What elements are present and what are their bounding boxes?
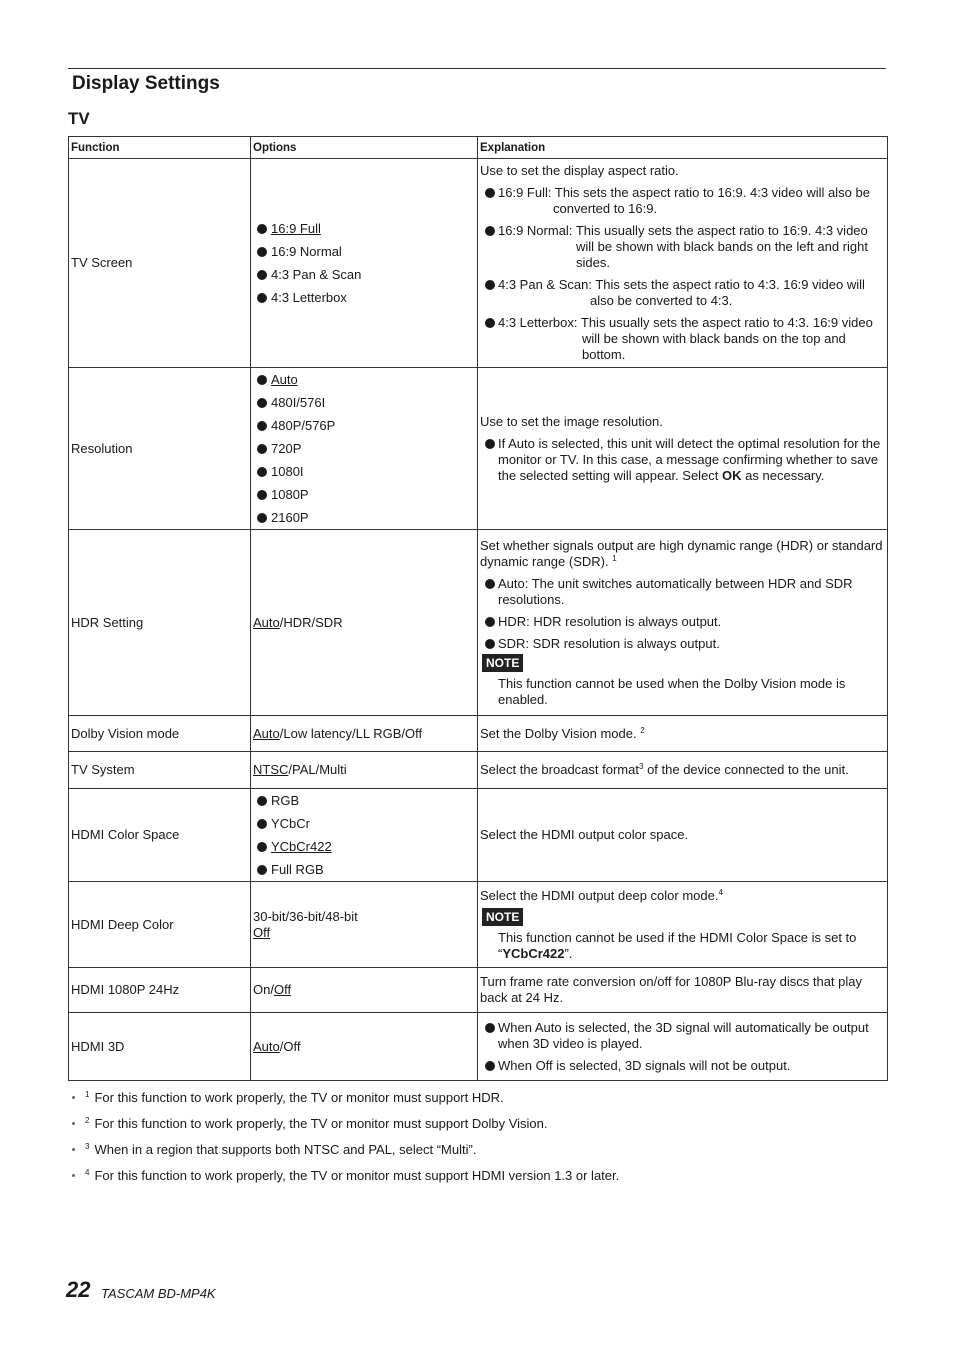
bullet-icon bbox=[72, 1096, 75, 1099]
options-cell: On/Off bbox=[251, 968, 478, 1013]
bullet-icon bbox=[485, 280, 495, 290]
bullet-icon bbox=[485, 439, 495, 449]
options-cell bbox=[251, 789, 478, 882]
document-name: TASCAM BD-MP4K bbox=[101, 1286, 216, 1301]
option-item: YCbCr bbox=[257, 812, 475, 835]
explanation-cell: Turn frame rate conversion on/off for 1080P Blu-ray discs that play back at 24 Hz. bbox=[478, 968, 888, 1013]
table-header-row bbox=[69, 137, 888, 159]
function-cell: Resolution bbox=[69, 368, 251, 530]
function-cell: TV Screen bbox=[69, 159, 251, 368]
bullet-icon bbox=[485, 617, 495, 627]
footnote-item: $^3$ When in a region that supports both NTSC and PAL, select “Multi”. bbox=[70, 1135, 619, 1161]
header-rule bbox=[68, 68, 886, 69]
bullet-icon bbox=[257, 842, 267, 852]
explanation-item: 16:9 Normal: This usually sets the aspect ratio to 16:9. 4:3 video will be shown with black bands on the left and right sides. bbox=[480, 223, 885, 271]
option-item: Auto bbox=[257, 368, 475, 391]
options-cell bbox=[251, 159, 478, 368]
explanation-item: 4:3 Letterbox: This usually sets the aspect ratio to 4:3. 16:9 video will be shown with black bands on the top and bottom. bbox=[480, 315, 885, 363]
header-options: Options bbox=[251, 137, 478, 159]
option-item: 480P/576P bbox=[257, 414, 475, 437]
option-item: RGB bbox=[257, 789, 475, 812]
note-badge: NOTE bbox=[482, 908, 523, 926]
bullet-icon bbox=[257, 398, 267, 408]
row-hdmi-deep-color bbox=[69, 882, 888, 968]
header-function: Function bbox=[69, 137, 251, 159]
note-badge: NOTE bbox=[482, 654, 523, 672]
explanation-cell bbox=[478, 1013, 888, 1081]
footnote-mark: 3 bbox=[638, 762, 644, 771]
explanation-cell: Select the HDMI output deep color mode.$^4$ NOTE This function cannot be used if the HDMI Color Space is set to “YCbCr422”. bbox=[478, 882, 888, 968]
footnote-item: $^4$ For this function to work properly, the TV or monitor must support HDMI version 1.3 or later. bbox=[70, 1161, 619, 1187]
option-item: 720P bbox=[257, 437, 475, 460]
footnote-mark: 4 bbox=[718, 887, 723, 897]
bullet-icon bbox=[485, 1023, 495, 1033]
explanation-cell: Use to set the image resolution. If Auto is selected, this unit will detect the optimal resolution for the monitor or TV. In this case, a message confirming whether to save the selected setting will appear. Select OK as necessary. bbox=[478, 368, 888, 530]
bullet-icon bbox=[485, 639, 495, 649]
page-number: 22 bbox=[66, 1277, 91, 1302]
bullet-icon bbox=[257, 513, 267, 523]
function-cell: HDMI 3D bbox=[69, 1013, 251, 1081]
bullet-icon bbox=[485, 188, 495, 198]
bullet-icon bbox=[485, 318, 495, 328]
explanation-cell: Set the Dolby Vision mode. $^2$ bbox=[478, 716, 888, 752]
bullet-icon bbox=[485, 226, 495, 236]
option-item: 4:3 Pan & Scan bbox=[257, 263, 475, 286]
explanation-cell: Set whether signals output are high dynamic range (HDR) or standard dynamic range (SDR). $^1$ Auto: The unit switches automatically between HDR and SDR resolutions. HDR: HDR resolution is always output. SDR: SDR resolution is always output. NOTE This function cannot be used when the Dolby Vision mode is enabled. bbox=[478, 530, 888, 716]
option-item: 16:9 Normal bbox=[257, 240, 475, 263]
footnotes bbox=[70, 1083, 619, 1187]
section-title: Display Settings bbox=[72, 73, 220, 94]
sub-title: TV bbox=[68, 109, 90, 128]
options-cell: Auto/Low latency/LL RGB/Off bbox=[251, 716, 478, 752]
bullet-icon bbox=[257, 467, 267, 477]
function-cell: HDMI 1080P 24Hz bbox=[69, 968, 251, 1013]
options-cell: Auto/Off bbox=[251, 1013, 478, 1081]
bullet-icon bbox=[485, 579, 495, 589]
header-explanation: Explanation bbox=[478, 137, 888, 159]
row-tv-system bbox=[69, 752, 888, 789]
option-item: YCbCr422 bbox=[257, 835, 475, 858]
function-cell: HDR Setting bbox=[69, 530, 251, 716]
function-cell: HDMI Deep Color bbox=[69, 882, 251, 968]
explanation-item: HDR: HDR resolution is always output. bbox=[480, 614, 885, 630]
note-text: This function cannot be used if the HDMI Color Space is set to “YCbCr422”. bbox=[498, 929, 857, 961]
option-item: 1080P bbox=[257, 483, 475, 506]
options-cell: Auto/HDR/SDR bbox=[251, 530, 478, 716]
bullet-icon bbox=[257, 421, 267, 431]
row-hdmi-1080p-24hz bbox=[69, 968, 888, 1013]
footnote-item: $^1$ For this function to work properly, the TV or monitor must support HDR. bbox=[70, 1083, 619, 1109]
explanation-item: When Off is selected, 3D signals will not be output. bbox=[480, 1058, 885, 1074]
bullet-icon bbox=[257, 490, 267, 500]
bullet-icon bbox=[257, 224, 267, 234]
bullet-icon bbox=[257, 865, 267, 875]
bullet-icon bbox=[257, 819, 267, 829]
row-resolution bbox=[69, 368, 888, 530]
bullet-icon bbox=[72, 1148, 75, 1151]
bullet-icon bbox=[257, 270, 267, 280]
option-item: 2160P bbox=[257, 506, 475, 529]
option-item: 1080I bbox=[257, 460, 475, 483]
explanation-item: 16:9 Full: This sets the aspect ratio to 16:9. 4:3 video will also be converted to 16:9. bbox=[480, 185, 885, 217]
option-item: Full RGB bbox=[257, 858, 475, 881]
bullet-icon bbox=[72, 1174, 75, 1177]
function-cell: Dolby Vision mode bbox=[69, 716, 251, 752]
explanation-item: If Auto is selected, this unit will detect the optimal resolution for the monitor or TV. In this case, a message confirming whether to save the selected setting will appear. Select OK as necessary. bbox=[480, 436, 885, 484]
bullet-icon bbox=[257, 293, 267, 303]
bullet-icon bbox=[72, 1122, 75, 1125]
explanation-cell: Use to set the display aspect ratio. 16:9 Full: This sets the aspect ratio to 16:9. 4:3 video will also be converted to 16:9. 16:9 Normal: This usually sets the aspect ratio to 16:9. 4:3 video will be shown with black bands on the left and right sides. 4:3 Pan & Scan: This sets the aspect ratio to 4:3. 16:9 video will also be converted to 4:3. 4:3 Letterbox: This usually sets the aspect ratio to 4:3. 16:9 video will be shown with black bands on the top and bottom. bbox=[478, 159, 888, 368]
option-item: 16:9 Full bbox=[257, 217, 475, 240]
options-cell: 30-bit/36-bit/48-bit Off bbox=[251, 882, 478, 968]
bullet-icon bbox=[485, 1061, 495, 1071]
explanation-cell: Select the HDMI output color space. bbox=[478, 789, 888, 882]
bullet-icon bbox=[257, 444, 267, 454]
row-hdmi-color-space bbox=[69, 789, 888, 882]
option-item: 480I/576I bbox=[257, 391, 475, 414]
row-hdr-setting bbox=[69, 530, 888, 716]
row-tv-screen bbox=[69, 159, 888, 368]
settings-table bbox=[68, 136, 888, 1081]
option-item: 4:3 Letterbox bbox=[257, 286, 475, 309]
bullet-icon bbox=[257, 796, 267, 806]
bullet-icon bbox=[257, 375, 267, 385]
bullet-icon bbox=[257, 247, 267, 257]
explanation-item: Auto: The unit switches automatically between HDR and SDR resolutions. bbox=[480, 576, 885, 608]
explanation-item: SDR: SDR resolution is always output. bbox=[480, 636, 885, 652]
row-hdmi-3d bbox=[69, 1013, 888, 1081]
row-dolby-vision bbox=[69, 716, 888, 752]
footnote-item: $^2$ For this function to work properly, the TV or monitor must support Dolby Vision. bbox=[70, 1109, 619, 1135]
options-cell bbox=[251, 368, 478, 530]
explanation-item: When Auto is selected, the 3D signal will automatically be output when 3D video is played. bbox=[480, 1020, 885, 1052]
footnote-mark: 1 bbox=[612, 553, 617, 563]
footnote-mark: 2 bbox=[640, 725, 645, 735]
note-text: This function cannot be used when the Dolby Vision mode is enabled. bbox=[498, 675, 846, 707]
explanation-cell: Select the broadcast format$^3$ of the device connected to the unit. bbox=[478, 752, 888, 789]
function-cell: HDMI Color Space bbox=[69, 789, 251, 882]
explanation-item: 4:3 Pan & Scan: This sets the aspect ratio to 4:3. 16:9 video will also be converted to 4:3. bbox=[480, 277, 885, 309]
options-cell: NTSC/PAL/Multi bbox=[251, 752, 478, 789]
function-cell: TV System bbox=[69, 752, 251, 789]
